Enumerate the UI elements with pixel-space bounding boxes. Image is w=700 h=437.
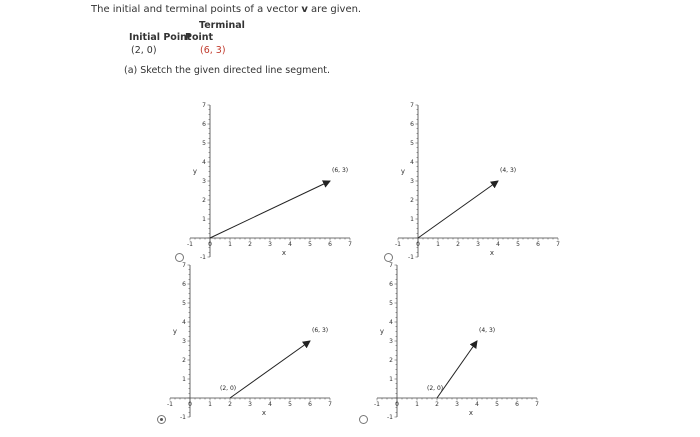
x-tick-label: 2 bbox=[228, 401, 232, 408]
x-tick-label: 6 bbox=[536, 241, 540, 248]
x-tick-label: -1 bbox=[395, 241, 401, 248]
y-tick-label: 2 bbox=[202, 197, 206, 204]
y-tick-label: 2 bbox=[389, 357, 393, 364]
x-tick-label: 4 bbox=[268, 401, 272, 408]
y-tick-label: 5 bbox=[410, 140, 414, 147]
x-tick-label: 5 bbox=[288, 401, 292, 408]
x-axis-label: x bbox=[281, 249, 287, 257]
y-tick-label: -1 bbox=[180, 414, 186, 421]
x-tick-label: 1 bbox=[208, 401, 212, 408]
vector-arrow bbox=[230, 341, 310, 398]
point-label: (4, 3) bbox=[500, 167, 517, 174]
y-tick-label: 5 bbox=[182, 300, 186, 307]
x-tick-label: 4 bbox=[475, 401, 479, 408]
y-tick-label: 5 bbox=[389, 300, 393, 307]
x-tick-label: 5 bbox=[516, 241, 520, 248]
x-tick-label: 7 bbox=[556, 241, 560, 248]
x-tick-label: 5 bbox=[495, 401, 499, 408]
x-tick-label: -1 bbox=[167, 401, 173, 408]
x-tick-label: 7 bbox=[348, 241, 352, 248]
x-tick-label: 3 bbox=[476, 241, 480, 248]
y-tick-label: 2 bbox=[410, 197, 414, 204]
option-1-radio[interactable] bbox=[175, 253, 184, 262]
y-tick-label: 5 bbox=[202, 140, 206, 147]
y-tick-label: 4 bbox=[389, 319, 393, 326]
x-tick-label: 7 bbox=[328, 401, 332, 408]
terminal-header-line1: Terminal bbox=[199, 20, 245, 31]
y-tick-label: 1 bbox=[182, 376, 186, 383]
x-tick-label: 6 bbox=[328, 241, 332, 248]
y-tick-label: 4 bbox=[182, 319, 186, 326]
y-tick-label: 6 bbox=[389, 281, 393, 288]
y-tick-label: 7 bbox=[202, 102, 206, 109]
y-tick-label: 1 bbox=[410, 216, 414, 223]
option-4-graph bbox=[374, 256, 552, 426]
y-tick-label: 3 bbox=[202, 178, 206, 185]
y-tick-label: 6 bbox=[182, 281, 186, 288]
x-tick-label: 3 bbox=[248, 401, 252, 408]
x-axis-label: x bbox=[468, 409, 474, 417]
option-3-graph bbox=[167, 256, 345, 426]
y-tick-label: 1 bbox=[202, 216, 206, 223]
y-tick-label: 2 bbox=[182, 357, 186, 364]
x-tick-label: 5 bbox=[308, 241, 312, 248]
option-4-radio[interactable] bbox=[359, 415, 368, 424]
x-tick-label: 2 bbox=[456, 241, 460, 248]
x-tick-label: -1 bbox=[374, 401, 380, 408]
x-tick-label: 1 bbox=[436, 241, 440, 248]
y-tick-label: 3 bbox=[182, 338, 186, 345]
x-tick-label: 3 bbox=[455, 401, 459, 408]
x-tick-label: 0 bbox=[208, 241, 212, 248]
y-tick-label: 6 bbox=[410, 121, 414, 128]
y-tick-label: -1 bbox=[408, 254, 414, 261]
initial-point-value: (2, 0) bbox=[131, 45, 157, 56]
option-2-radio[interactable] bbox=[384, 253, 393, 262]
point-label: (2, 0) bbox=[220, 385, 237, 392]
y-tick-label: 7 bbox=[182, 262, 186, 269]
x-tick-label: 4 bbox=[496, 241, 500, 248]
terminal-point-value: (6, 3) bbox=[200, 45, 226, 56]
point-label: (4, 3) bbox=[479, 327, 496, 334]
x-tick-label: 2 bbox=[248, 241, 252, 248]
x-tick-label: 0 bbox=[188, 401, 192, 408]
y-tick-label: 7 bbox=[410, 102, 414, 109]
x-tick-label: 1 bbox=[228, 241, 232, 248]
y-tick-label: 1 bbox=[389, 376, 393, 383]
point-label: (6, 3) bbox=[312, 327, 329, 334]
x-tick-label: 7 bbox=[535, 401, 539, 408]
x-axis-label: x bbox=[261, 409, 267, 417]
y-tick-label: 3 bbox=[389, 338, 393, 345]
y-tick-label: -1 bbox=[387, 414, 393, 421]
question-prefix: The initial and terminal points of a vector bbox=[91, 4, 299, 15]
x-axis-label: x bbox=[489, 249, 495, 257]
x-tick-label: 0 bbox=[416, 241, 420, 248]
y-axis-label: y bbox=[192, 167, 198, 176]
x-tick-label: 6 bbox=[308, 401, 312, 408]
x-tick-label: 1 bbox=[415, 401, 419, 408]
initial-point-header: Initial Point bbox=[129, 32, 192, 43]
x-tick-label: 0 bbox=[395, 401, 399, 408]
y-tick-label: 4 bbox=[202, 159, 206, 166]
question-suffix: are given. bbox=[311, 4, 362, 15]
y-axis-label: y bbox=[400, 167, 406, 176]
y-tick-label: 6 bbox=[202, 121, 206, 128]
x-tick-label: 3 bbox=[268, 241, 272, 248]
part-a-instruction: (a) Sketch the given directed line segment. bbox=[124, 65, 330, 76]
vector-symbol: v bbox=[301, 4, 308, 15]
y-tick-label: 4 bbox=[410, 159, 414, 166]
x-tick-label: 2 bbox=[435, 401, 439, 408]
option-2-graph bbox=[395, 96, 573, 266]
x-tick-label: -1 bbox=[187, 241, 193, 248]
y-tick-label: 7 bbox=[389, 262, 393, 269]
x-tick-label: 6 bbox=[515, 401, 519, 408]
x-tick-label: 4 bbox=[288, 241, 292, 248]
y-axis-label: y bbox=[379, 327, 385, 336]
y-tick-label: -1 bbox=[200, 254, 206, 261]
y-axis-label: y bbox=[172, 327, 178, 336]
vector-arrow bbox=[418, 181, 498, 238]
y-tick-label: 3 bbox=[410, 178, 414, 185]
question-prompt bbox=[91, 4, 361, 15]
option-3-radio[interactable] bbox=[157, 415, 166, 424]
vector-arrow bbox=[210, 181, 330, 238]
terminal-header-line2: Point bbox=[185, 32, 214, 43]
point-label: (6, 3) bbox=[332, 167, 349, 174]
point-label: (2, 0) bbox=[427, 385, 444, 392]
option-1-graph bbox=[187, 96, 365, 266]
